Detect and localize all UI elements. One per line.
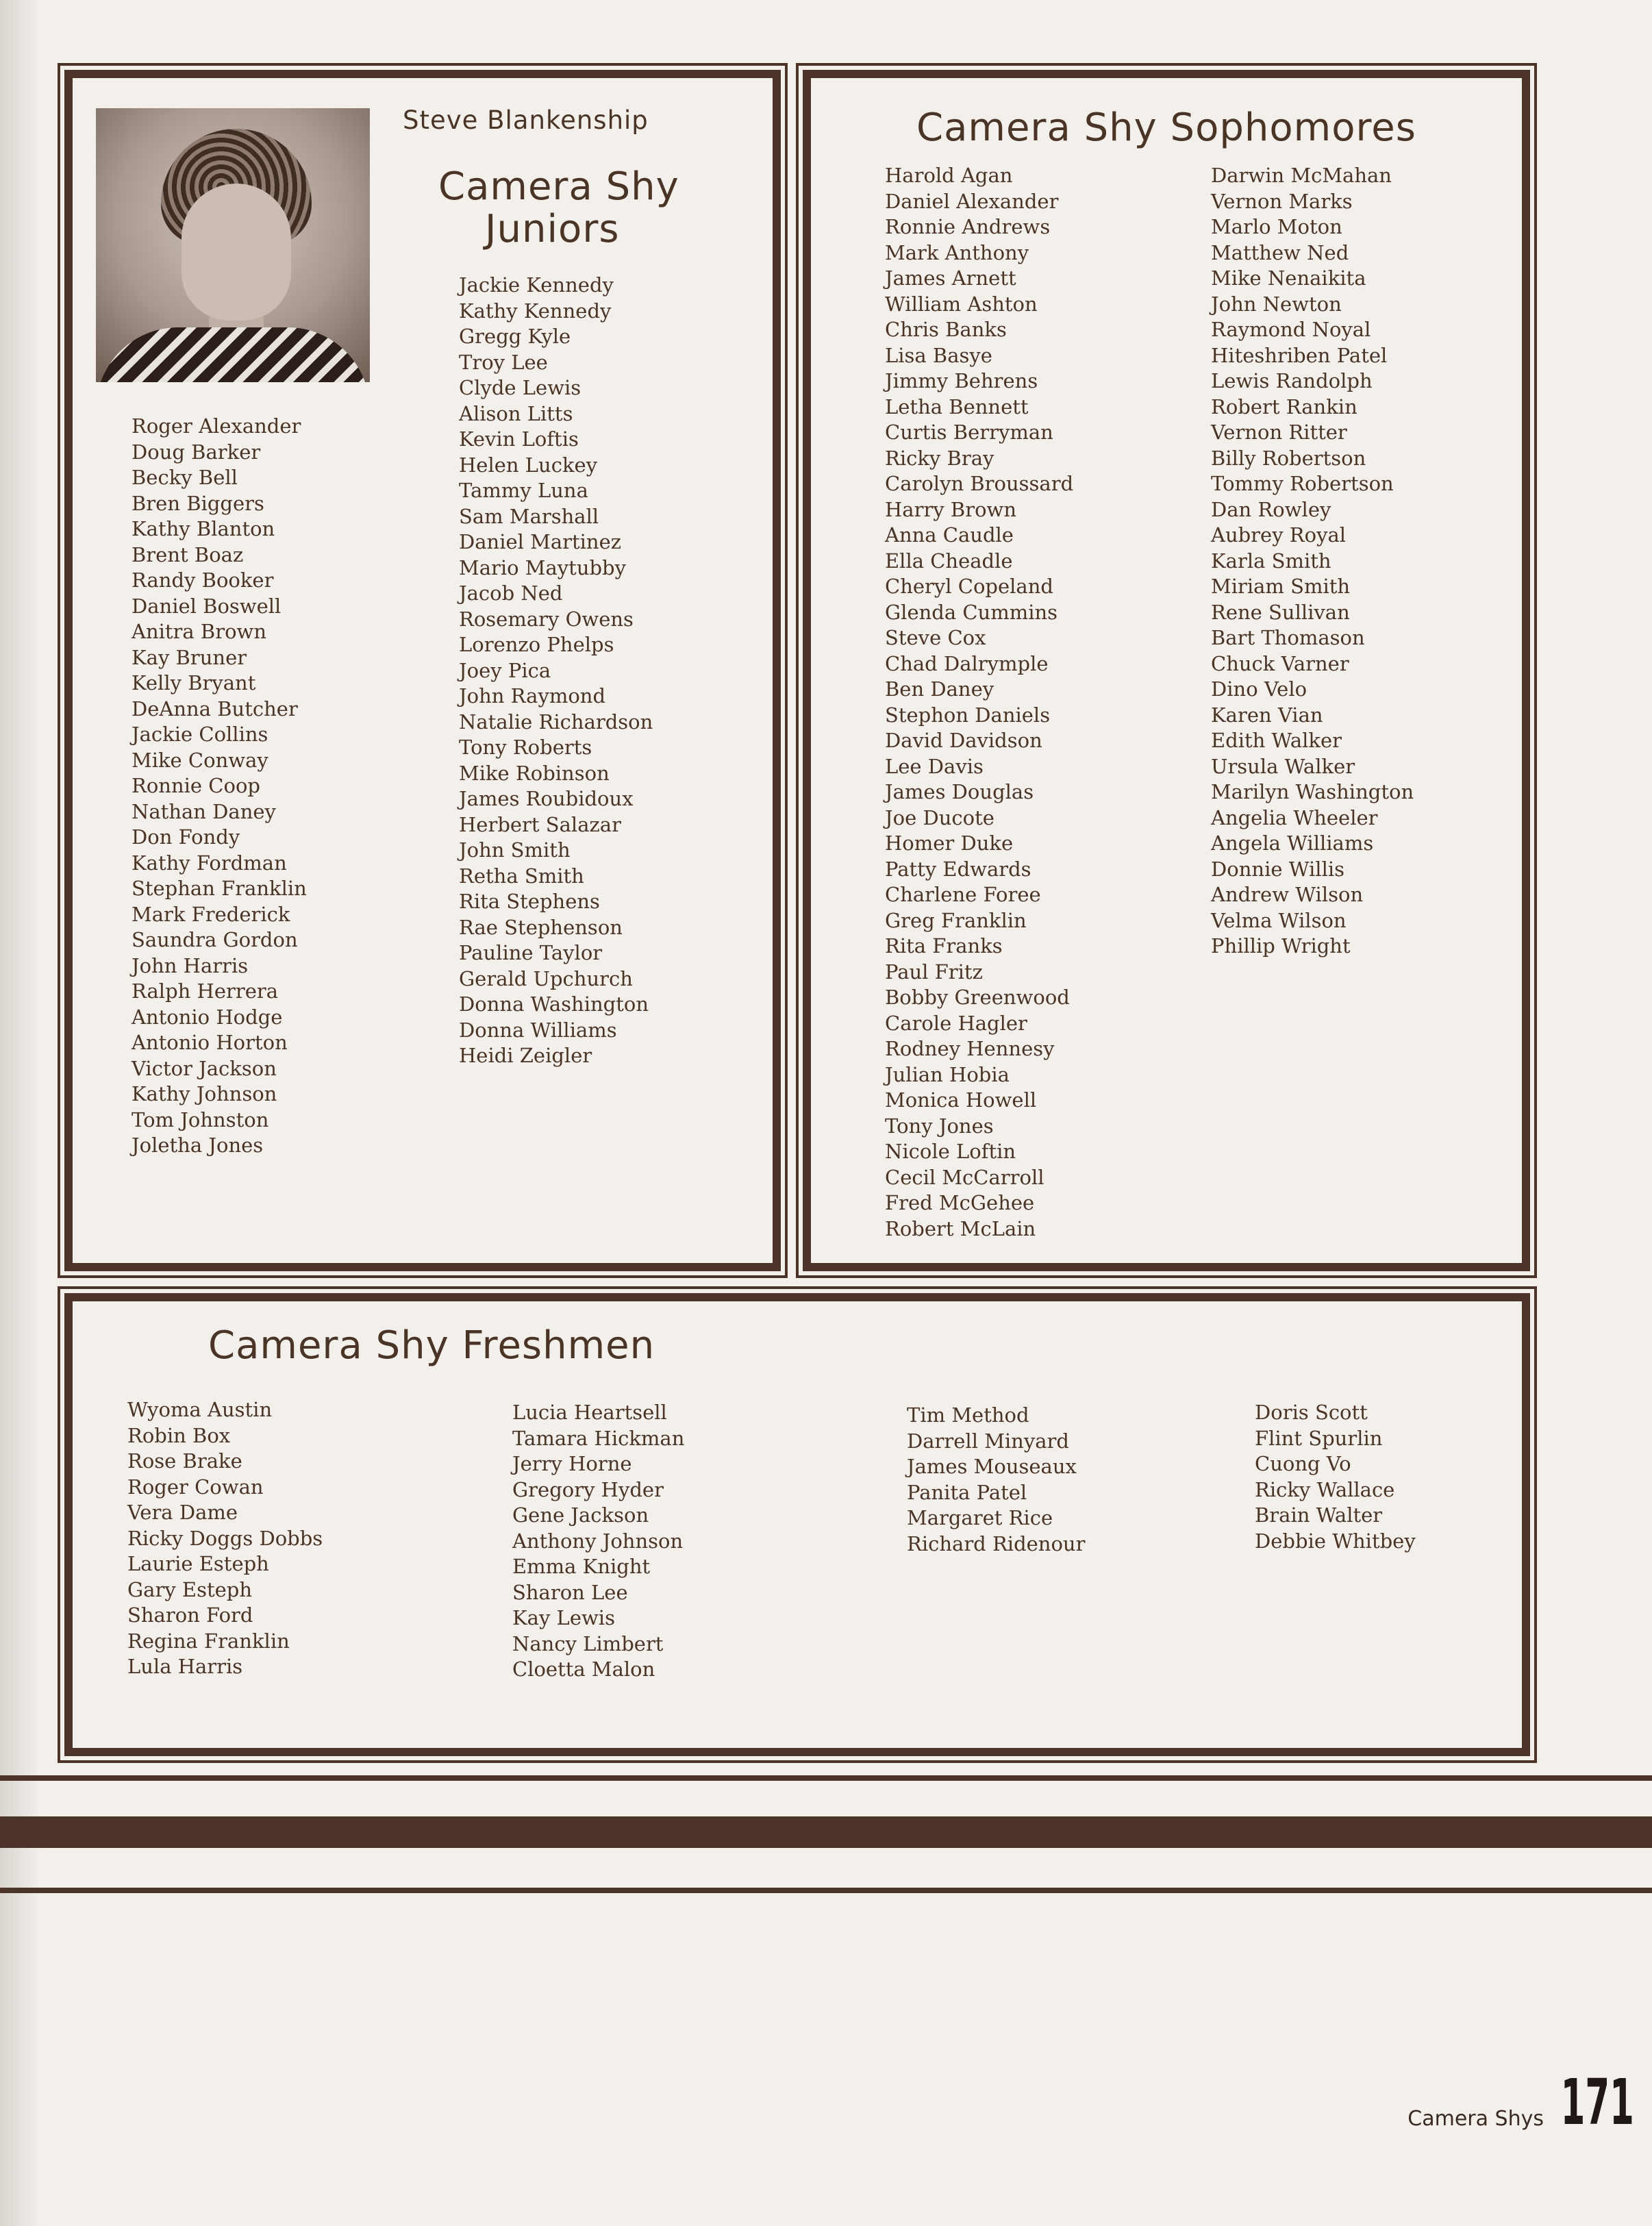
name-entry: Steve Cox <box>885 626 986 649</box>
name-entry: Darrell Minyard <box>907 1429 1069 1453</box>
name-entry: Curtis Berryman <box>885 421 1053 444</box>
name-entry: Rae Stephenson <box>459 915 623 939</box>
name-entry: Carolyn Broussard <box>885 472 1074 495</box>
name-entry: Clyde Lewis <box>459 376 581 399</box>
name-entry: Ricky Bray <box>885 446 994 470</box>
name-entry: Phillip Wright <box>1211 934 1351 958</box>
name-entry: John Harris <box>132 953 249 977</box>
name-entry: Letha Bennett <box>885 395 1029 418</box>
name-entry: Ella Cheadle <box>885 549 1013 573</box>
name-entry: Raymond Noyal <box>1211 318 1371 341</box>
name-entry: Troy Lee <box>459 350 548 374</box>
name-entry: Rita Stephens <box>459 890 600 913</box>
name-entry: Doris Scott <box>1255 1401 1368 1424</box>
name-entry: Vernon Ritter <box>1211 421 1347 444</box>
name-entry: Don Fondy <box>132 825 240 849</box>
name-entry: Edith Walker <box>1211 729 1342 752</box>
name-entry: Kay Bruner <box>132 645 247 669</box>
name-entry: Fred McGehee <box>885 1191 1035 1214</box>
name-entry: Victor Jackson <box>132 1056 277 1080</box>
name-entry: Panita Patel <box>907 1480 1027 1504</box>
name-entry: Tim Method <box>907 1403 1029 1427</box>
name-entry: Dan Rowley <box>1211 497 1331 521</box>
name-entry: Donna Washington <box>459 992 649 1016</box>
juniors-heading-line2: Juniors <box>485 207 620 251</box>
name-entry: Mike Robinson <box>459 761 610 785</box>
name-entry: Angela Williams <box>1211 831 1374 855</box>
name-entry: Kelly Bryant <box>132 671 256 695</box>
name-entry: William Ashton <box>885 292 1038 316</box>
name-entry: Miriam Smith <box>1211 575 1351 598</box>
freshmen-name-list-1 <box>127 1397 323 1680</box>
name-entry: Becky Bell <box>132 466 238 489</box>
name-entry: Doug Barker <box>132 440 261 464</box>
sophomores-heading: Camera Shy Sophomores <box>916 105 1416 150</box>
name-entry: Herbert Salazar <box>459 812 621 836</box>
portrait-caption: Steve Blankenship <box>403 105 649 135</box>
name-entry: Daniel Boswell <box>132 594 281 618</box>
name-entry: Margaret Rice <box>907 1506 1053 1529</box>
name-entry: Gary Esteph <box>127 1577 253 1601</box>
name-entry: Kathy Blanton <box>132 517 275 540</box>
name-entry: Jacob Ned <box>459 581 563 605</box>
name-entry: Debbie Whitbey <box>1255 1529 1416 1553</box>
name-entry: Wyoma Austin <box>127 1398 273 1421</box>
name-entry: Tommy Robertson <box>1211 472 1394 495</box>
name-entry: Hiteshriben Patel <box>1211 343 1388 367</box>
name-entry: Mark Anthony <box>885 240 1029 264</box>
name-entry: Kay Lewis <box>512 1606 615 1629</box>
name-entry: Richard Ridenour <box>907 1531 1086 1555</box>
name-entry: Jackie Kennedy <box>459 273 614 297</box>
name-entry: Rodney Hennesy <box>885 1037 1055 1060</box>
name-entry: James Arnett <box>885 266 1016 290</box>
name-entry: Gregg Kyle <box>459 325 571 348</box>
name-entry: Robert McLain <box>885 1216 1036 1240</box>
sophomores-name-list-2 <box>1211 163 1414 960</box>
name-entry: Kathy Kennedy <box>459 299 612 323</box>
name-entry: Gregory Hyder <box>512 1477 664 1501</box>
name-entry: Angelia Wheeler <box>1211 805 1378 829</box>
name-entry: Rita Franks <box>885 934 1003 958</box>
name-entry: Roger Alexander <box>132 414 301 438</box>
name-entry: Patty Edwards <box>885 857 1031 881</box>
name-entry: Lewis Randolph <box>1211 369 1373 392</box>
name-entry: Stephon Daniels <box>885 703 1051 727</box>
name-entry: James Roubidoux <box>459 787 634 810</box>
freshmen-name-list-4 <box>1255 1400 1416 1554</box>
name-entry: Brain Walter <box>1255 1503 1383 1527</box>
portrait-shirt <box>96 327 370 382</box>
name-entry: Rosemary Owens <box>459 607 634 631</box>
name-entry: Harold Agan <box>885 164 1013 187</box>
name-entry: Saundra Gordon <box>132 928 298 951</box>
name-entry: Jimmy Behrens <box>885 369 1038 392</box>
name-entry: Cuong Vo <box>1255 1452 1351 1475</box>
name-entry: Ronnie Andrews <box>885 215 1051 238</box>
name-entry: Robin Box <box>127 1423 231 1447</box>
name-entry: Gene Jackson <box>512 1503 649 1527</box>
name-entry: Homer Duke <box>885 831 1014 855</box>
name-entry: Lucia Heartsell <box>512 1401 667 1424</box>
sophomores-name-list-1 <box>885 163 1073 1242</box>
name-entry: Lisa Basye <box>885 343 992 367</box>
name-entry: Stephan Franklin <box>132 877 307 900</box>
name-entry: Glenda Cummins <box>885 600 1058 624</box>
name-entry: Dino Velo <box>1211 677 1307 701</box>
name-entry: Nathan Daney <box>132 799 276 823</box>
name-entry: Bren Biggers <box>132 491 264 515</box>
name-entry: Chad Dalrymple <box>885 651 1049 675</box>
name-entry: Tammy Luna <box>459 479 588 502</box>
name-entry: Monica Howell <box>885 1088 1037 1112</box>
name-entry: John Smith <box>459 838 571 862</box>
name-entry: Greg Franklin <box>885 908 1027 932</box>
name-entry: Daniel Alexander <box>885 189 1059 213</box>
name-entry: Natalie Richardson <box>459 710 653 734</box>
name-entry: Rene Sullivan <box>1211 600 1350 624</box>
name-entry: Tamara Hickman <box>512 1426 685 1450</box>
name-entry: Billy Robertson <box>1211 446 1366 470</box>
freshmen-name-list-3 <box>907 1403 1085 1557</box>
portrait-photo <box>96 108 370 382</box>
name-entry: Donna Williams <box>459 1018 617 1042</box>
name-entry: Aubrey Royal <box>1211 523 1347 547</box>
name-entry: Vera Dame <box>127 1501 238 1524</box>
name-entry: Darwin McMahan <box>1211 164 1392 187</box>
name-entry: Alison Litts <box>459 401 573 425</box>
name-entry: Anna Caudle <box>885 523 1014 547</box>
name-entry: Tony Roberts <box>459 736 592 759</box>
name-entry: Chuck Varner <box>1211 651 1349 675</box>
name-entry: John Newton <box>1211 292 1342 316</box>
name-entry: Tony Jones <box>885 1114 994 1138</box>
name-entry: Lula Harris <box>127 1655 243 1678</box>
name-entry: David Davidson <box>885 729 1042 752</box>
name-entry: John Raymond <box>459 684 606 708</box>
name-entry: James Mouseaux <box>907 1455 1077 1478</box>
name-entry: Ricky Wallace <box>1255 1477 1395 1501</box>
name-entry: Vernon Marks <box>1211 189 1353 213</box>
name-entry: Cecil McCarroll <box>885 1165 1044 1189</box>
footer-section-label: Camera Shys <box>1407 2107 1544 2131</box>
name-entry: Ralph Herrera <box>132 979 279 1003</box>
name-entry: Sam Marshall <box>459 504 599 528</box>
name-entry: Sharon Ford <box>127 1603 253 1627</box>
name-entry: Mike Conway <box>132 748 268 772</box>
name-entry: Joe Ducote <box>885 805 994 829</box>
name-entry: Joletha Jones <box>132 1134 264 1157</box>
name-entry: Joey Pica <box>459 658 551 682</box>
name-entry: Jerry Horne <box>512 1452 632 1475</box>
name-entry: Brent Boaz <box>132 542 244 566</box>
name-entry: Karla Smith <box>1211 549 1331 573</box>
name-entry: Nicole Loftin <box>885 1140 1016 1163</box>
name-entry: Andrew Wilson <box>1211 883 1364 906</box>
name-entry: Ursula Walker <box>1211 754 1355 778</box>
name-entry: Antonio Hodge <box>132 1005 283 1029</box>
name-entry: Mario Maytubby <box>459 555 627 579</box>
divider-stripe-thin-bottom <box>0 1888 1652 1893</box>
name-entry: Pauline Taylor <box>459 941 603 964</box>
name-entry: Marlo Moton <box>1211 215 1342 238</box>
name-entry: Laurie Esteph <box>127 1552 269 1575</box>
name-entry: Charlene Foree <box>885 883 1041 906</box>
name-entry: Ben Daney <box>885 677 994 701</box>
name-entry: Roger Cowan <box>127 1475 264 1499</box>
name-entry: Kevin Loftis <box>459 427 579 451</box>
name-entry: Anitra Brown <box>132 620 267 643</box>
freshmen-name-list-2 <box>512 1400 684 1683</box>
name-entry: Robert Rankin <box>1211 395 1357 418</box>
name-entry: Bobby Greenwood <box>885 986 1070 1009</box>
divider-stripe-thin-top <box>0 1775 1652 1781</box>
name-entry: Tom Johnston <box>132 1108 269 1131</box>
name-entry: Emma Knight <box>512 1555 651 1578</box>
name-entry: Mark Frederick <box>132 902 290 926</box>
name-entry: Donnie Willis <box>1211 857 1344 881</box>
name-entry: Cheryl Copeland <box>885 575 1053 598</box>
name-entry: Kathy Johnson <box>132 1082 277 1105</box>
portrait-face <box>182 184 291 321</box>
name-entry: Anthony Johnson <box>512 1529 684 1553</box>
name-entry: Ricky Doggs Dobbs <box>127 1526 323 1550</box>
name-entry: Regina Franklin <box>127 1629 290 1653</box>
name-entry: Mike Nenaikita <box>1211 266 1366 290</box>
name-entry: Carole Hagler <box>885 1011 1027 1035</box>
name-entry: Randy Booker <box>132 568 274 592</box>
juniors-name-list-2 <box>459 273 653 1069</box>
name-entry: Flint Spurlin <box>1255 1426 1383 1450</box>
juniors-name-list-1 <box>132 414 307 1159</box>
name-entry: Cloetta Malon <box>512 1658 655 1681</box>
freshmen-heading: Camera Shy Freshmen <box>208 1323 655 1368</box>
divider-stripe-thick <box>0 1816 1652 1848</box>
name-entry: Jackie Collins <box>132 723 268 746</box>
name-entry: Lee Davis <box>885 754 984 778</box>
name-entry: Heidi Zeigler <box>459 1044 592 1067</box>
name-entry: Helen Luckey <box>459 453 598 477</box>
name-entry: Daniel Martinez <box>459 530 622 553</box>
name-entry: James Douglas <box>885 780 1034 803</box>
name-entry: Lorenzo Phelps <box>459 633 614 656</box>
name-entry: Chris Banks <box>885 318 1007 341</box>
name-entry: Marilyn Washington <box>1211 780 1414 803</box>
name-entry: Matthew Ned <box>1211 240 1349 264</box>
name-entry: Velma Wilson <box>1211 908 1347 932</box>
name-entry: Karen Vian <box>1211 703 1323 727</box>
name-entry: Rose Brake <box>127 1449 242 1473</box>
name-entry: Paul Fritz <box>885 960 983 984</box>
name-entry: Ronnie Coop <box>132 774 260 797</box>
name-entry: Sharon Lee <box>512 1580 628 1604</box>
name-entry: Harry Brown <box>885 497 1017 521</box>
name-entry: Nancy Limbert <box>512 1631 664 1655</box>
name-entry: Bart Thomason <box>1211 626 1365 649</box>
name-entry: Retha Smith <box>459 864 584 888</box>
name-entry: Antonio Horton <box>132 1031 288 1054</box>
name-entry: Gerald Upchurch <box>459 966 633 990</box>
juniors-heading-line1: Camera Shy <box>438 164 679 209</box>
name-entry: DeAnna Butcher <box>132 697 298 721</box>
page-number: 171 <box>1560 2066 1634 2139</box>
name-entry: Julian Hobia <box>885 1062 1010 1086</box>
name-entry: Kathy Fordman <box>132 851 287 875</box>
